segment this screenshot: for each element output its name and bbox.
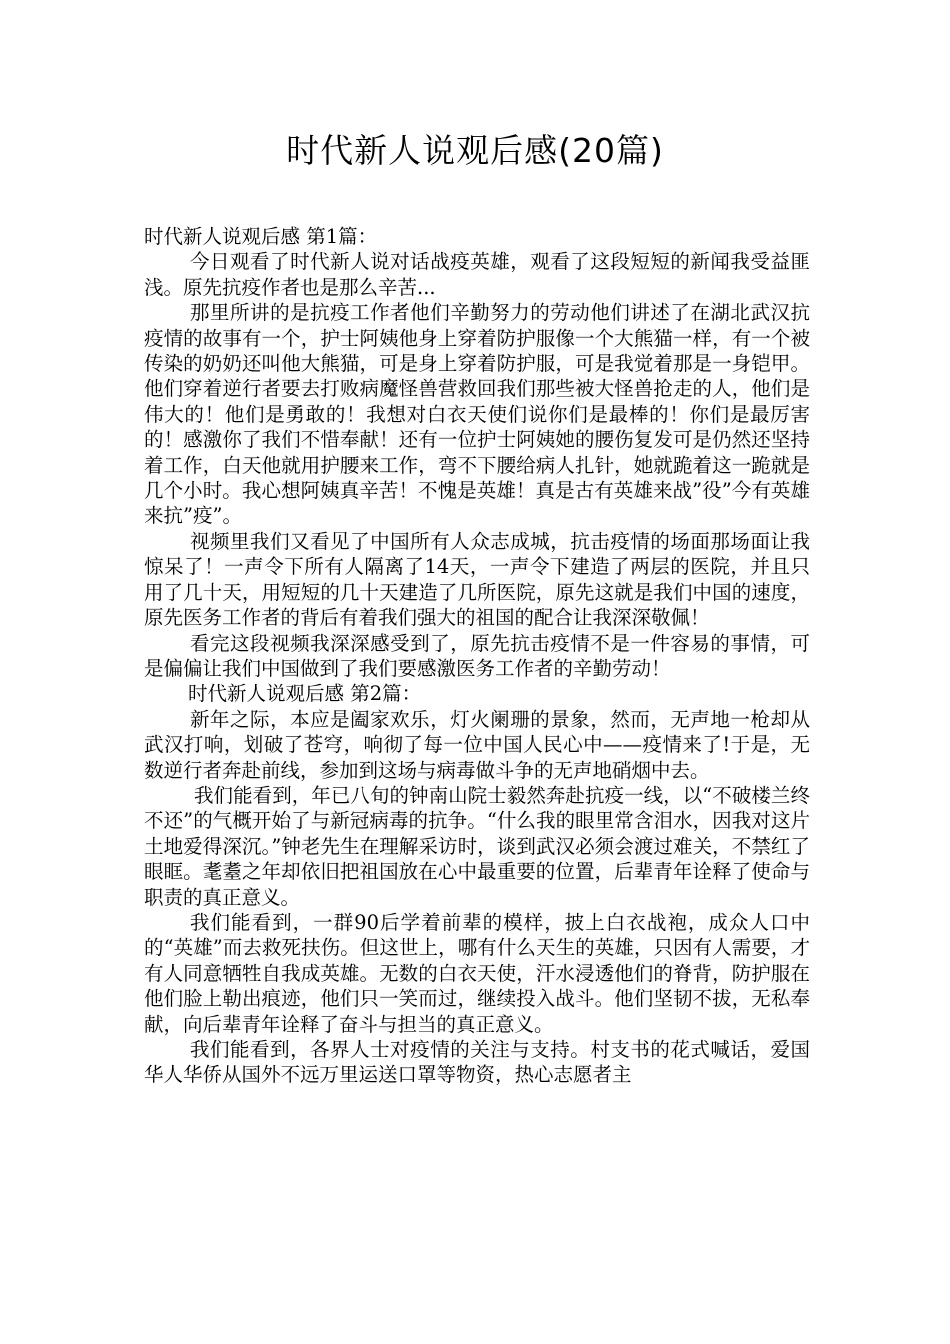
paragraph: 我们能看到，各界人士对疫情的关注与支持。村支书的花式喊话，爱国华人华侨从国外不远万里运送口罩等物资，热心志愿者主 [144,1038,810,1087]
paragraph: 我们能看到，一群90后学着前辈的模样，披上白衣战袍，成众人口中的“英雄”而去救死扶伤。但这世上，哪有什么天生的英雄，只因有人需要，才有人同意牺牲自我成英雄。无数的白衣天使，汗水浸透他们的脊背，防护服在他们脸上勒出痕迹，他们只一笑而过，继续投入战斗。他们坚韧不拔，无私奉献，向后辈青年诠释了奋斗与担当的真正意义。 [144,910,810,1036]
paragraph: 今日观看了时代新人说对话战疫英雄，观看了这段短短的新闻我受益匪浅。原先抗疫作者也是那么辛苦... [144,250,810,299]
paragraph: 那里所讲的是抗疫工作者他们辛勤努力的劳动他们讲述了在湖北武汉抗疫情的故事有一个，护士阿姨他身上穿着防护服像一个大熊猫一样，有一个被传染的奶奶还叫他大熊猫，可是身上穿着防护服，可是我觉着那是一身铠甲。他们穿着逆行者要去打败病魔怪兽营救回我们那些被大怪兽抢走的人，他们是伟大的！他们是勇敢的！我想对白衣天使们说你们是最棒的！你们是最厉害的！感激你了我们不惜奉献！还有一位护士阿姨她的腰伤复发可是仍然还坚持着工作，白天他就用护腰来工作，弯不下腰给病人扎针，她就跪着这一跪就是几个小时。我心想阿姨真辛苦！不愧是英雄！真是古有英雄来战”役”今有英雄来抗”疫”。 [144,301,810,528]
paragraph: 视频里我们又看见了中国所有人众志成城，抗击疫情的场面那场面让我惊呆了！一声令下所有人隔离了14天，一声令下建造了两层的医院，并且只用了几十天，用短短的几十天建造了几所医院，原先这就是我们中国的速度，原先医务工作者的背后有着我们强大的祖国的配合让我深深敬佩！ [144,529,810,630]
paragraph: 我们能看到，年已八旬的钟南山院士毅然奔赴抗疫一线，以“不破楼兰终不还”的气概开始了与新冠病毒的抗争。“什么我的眼里常含泪水，因我对这片土地爱得深沉。”钟老先生在理解采访时，谈到武汉必须会渡过难关，不禁红了眼眶。耄耋之年却依旧把祖国放在心中最重要的位置，后辈青年诠释了使命与职责的真正意义。 [144,783,810,909]
document-title: 时代新人说观后感(20篇) [286,131,664,170]
paragraph: 看完这段视频我深深感受到了，原先抗击疫情不是一件容易的事情，可是偏偏让我们中国做到了我们要感激医务工作者的辛勤劳动！ [144,631,810,680]
section-heading: 时代新人说观后感 第2篇： [188,682,422,706]
paragraph: 新年之际，本应是阖家欢乐，灯火阑珊的景象，然而，无声地一枪却从武汉打响，划破了苍穹，响彻了每一位中国人民心中——疫情来了!于是，无数逆行者奔赴前线，参加到这场与病毒做斗争的无声地硝烟中去。 [144,707,810,782]
section-heading: 时代新人说观后感 第1篇： [144,225,378,248]
document-body [144,224,810,1088]
